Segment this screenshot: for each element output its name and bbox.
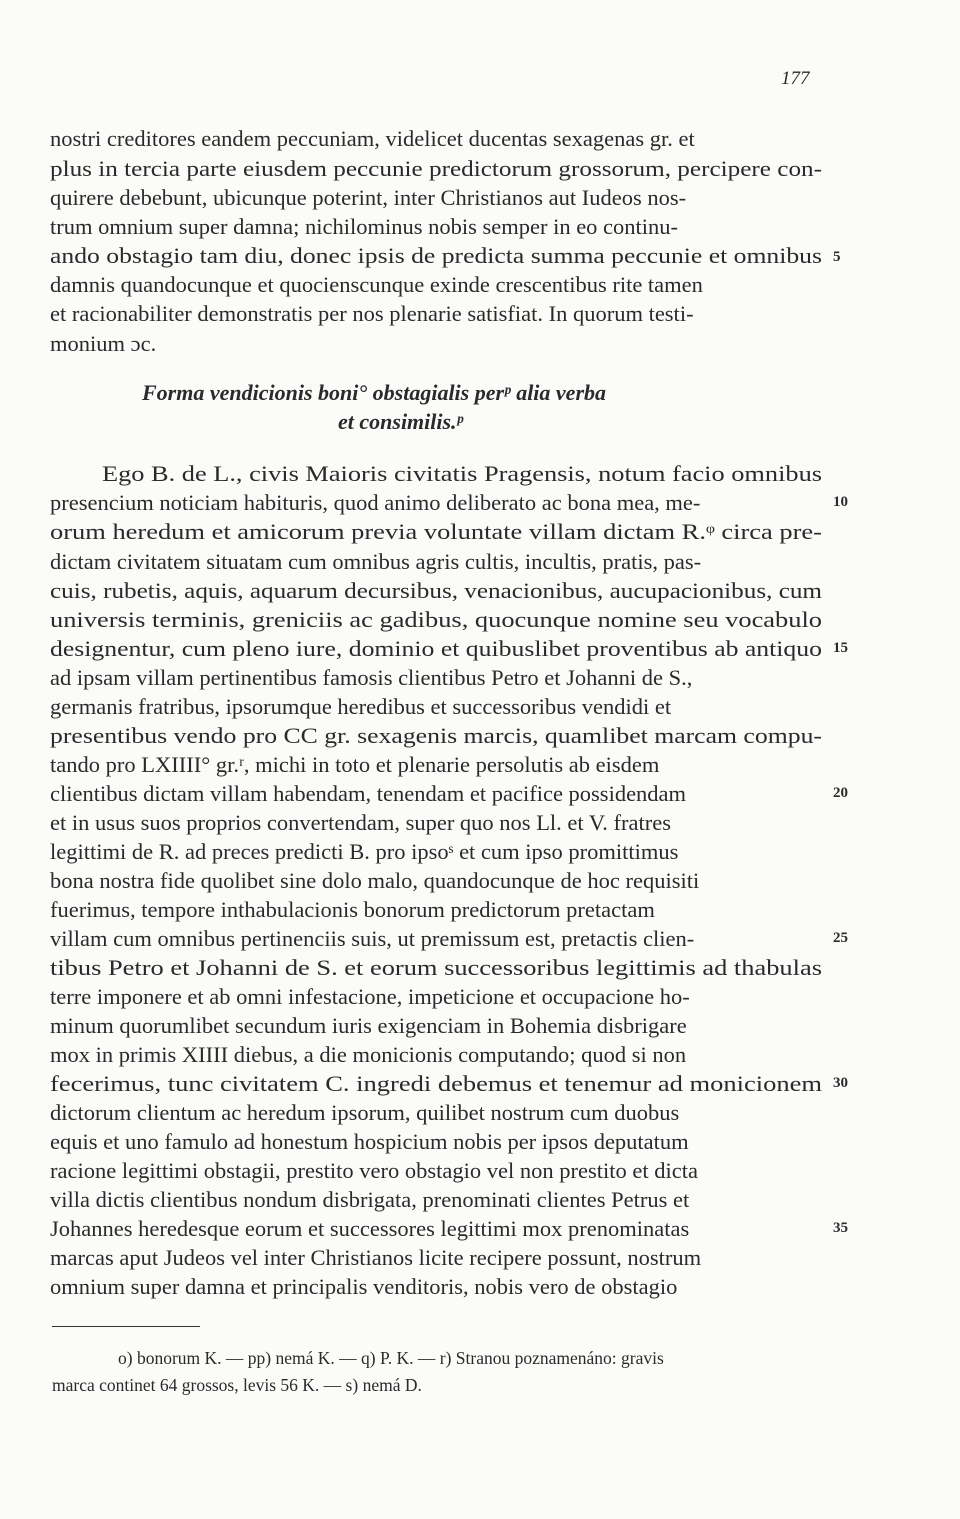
text-line: quirere debebunt, ubicunque poterint, inter Christianos aut Iudeos nos- (50, 185, 687, 210)
text-line: fuerimus, tempore inthabulacionis bonorum predictorum pretactam (50, 897, 655, 922)
text-line: minum quorumlibet secundum iuris exigenciam in Bohemia disbrigare (50, 1013, 687, 1038)
text-line: tando pro LXIIII° gr.ʳ, michi in toto et plenarie persolutis ab eisdem (50, 752, 660, 777)
line-number: 35 (833, 1220, 848, 1236)
text-line: et in usus suos proprios convertendam, super quo nos Ll. et V. fratres (50, 810, 671, 835)
section-heading-line: Forma vendicionis boni° obstagialis perᵖ alia verba (142, 380, 607, 405)
text-line: fecerimus, tunc civitatem C. ingredi debemus et tenemur ad monicionem (50, 1071, 822, 1096)
text-line: monium ɔc. (50, 331, 157, 356)
section-heading-line: et consimilis.ᵖ (338, 409, 464, 434)
text-line: Ego B. de L., civis Maioris civitatis Pragensis, notum facio omnibus (102, 461, 823, 486)
text-line: cuis, rubetis, aquis, aquarum decursibus, venacionibus, aucupacionibus, cum (50, 578, 823, 603)
text-line: villam cum omnibus pertinenciis suis, ut premissum est, pretactis clien- (50, 926, 695, 951)
text-line: bona nostra fide quolibet sine dolo malo, quandocunque de hoc requisiti (50, 868, 700, 893)
text-line: equis et uno famulo ad honestum hospicium nobis per ipsos deputatum (50, 1129, 689, 1154)
text-line: tibus Petro et Johanni de S. et eorum successoribus legittimis ad thabulas (50, 955, 822, 980)
text-line: legittimi de R. ad preces predicti B. pro ipsoˢ et cum ipso promittimus (50, 839, 679, 864)
text-line: presentibus vendo pro CC gr. sexagenis marcis, quamlibet marcam compu- (50, 723, 822, 748)
text-line: racione legittimi obstagii, prestito vero obstagio vel non prestito et dicta (50, 1158, 698, 1183)
text-line: designentur, cum pleno iure, dominio et quibuslibet proventibus ab antiquo (50, 636, 822, 661)
footnote-separator (52, 1326, 200, 1327)
line-number: 25 (833, 930, 848, 946)
text-line: germanis fratribus, ipsorumque heredibus et successoribus vendidi et (50, 694, 672, 719)
text-line: marcas aput Judeos vel inter Christianos licite recipere possunt, nostrum (50, 1245, 702, 1270)
line-number: 10 (833, 494, 848, 510)
text-line: nostri creditores eandem peccuniam, videlicet ducentas sexagenas gr. et (50, 126, 695, 151)
text-line: trum omnium super damna; nichilominus nobis semper in eo continu- (50, 214, 679, 239)
line-number: 15 (833, 640, 848, 656)
footnote-line: marca continet 64 grossos, levis 56 K. — s) nemá D. (52, 1375, 422, 1395)
text-line: universis terminis, greniciis ac gadibus, quocunque nomine seu vocabulo (50, 607, 823, 632)
text-line: dictam civitatem situatam cum omnibus agris cultis, incultis, pratis, pas- (50, 549, 702, 574)
page-number: 177 (781, 68, 810, 89)
line-number: 20 (833, 785, 848, 801)
text-line: terre imponere et ab omni infestacione, impeticione et occupacione ho- (50, 984, 690, 1009)
text-line: villa dictis clientibus nondum disbrigata, prenominati clientes Petrus et (50, 1187, 690, 1212)
text-line: damnis quandocunque et quocienscunque exinde crescentibus rite tamen (50, 272, 703, 297)
text-line: et racionabiliter demonstratis per nos plenarie satisfiat. In quorum testi- (50, 301, 694, 326)
text-line: Johannes heredesque eorum et successores legittimi mox prenominatas (50, 1216, 690, 1241)
line-number: 5 (833, 249, 841, 265)
text-line: clientibus dictam villam habendam, tenendam et pacifice possidendam (50, 781, 687, 806)
text-line: omnium super damna et principalis venditoris, nobis vero de obstagio (50, 1274, 678, 1299)
text-line: plus in tercia parte eiusdem peccunie predictorum grossorum, percipere con- (50, 156, 823, 181)
text-line: presencium noticiam habituris, quod animo deliberato ac bona mea, me- (50, 490, 701, 515)
text-line: ando obstagio tam diu, donec ipsis de predicta summa peccunie et omnibus (50, 243, 822, 268)
line-number: 30 (833, 1075, 848, 1091)
footnote-line: o) bonorum K. — pp) nemá K. — q) P. K. — r) Stranou poznamenáno: gravis (118, 1348, 664, 1368)
text-line: mox in primis XIIII diebus, a die monicionis computando; quod si non (50, 1042, 687, 1067)
text-line: orum heredum et amicorum previa voluntate villam dictam R.ᵠ circa pre- (50, 519, 822, 544)
text-line: ad ipsam villam pertinentibus famosis clientibus Petro et Johanni de S., (50, 665, 693, 690)
text-line: dictorum clientum ac heredum ipsorum, quilibet nostrum cum duobus (50, 1100, 680, 1125)
